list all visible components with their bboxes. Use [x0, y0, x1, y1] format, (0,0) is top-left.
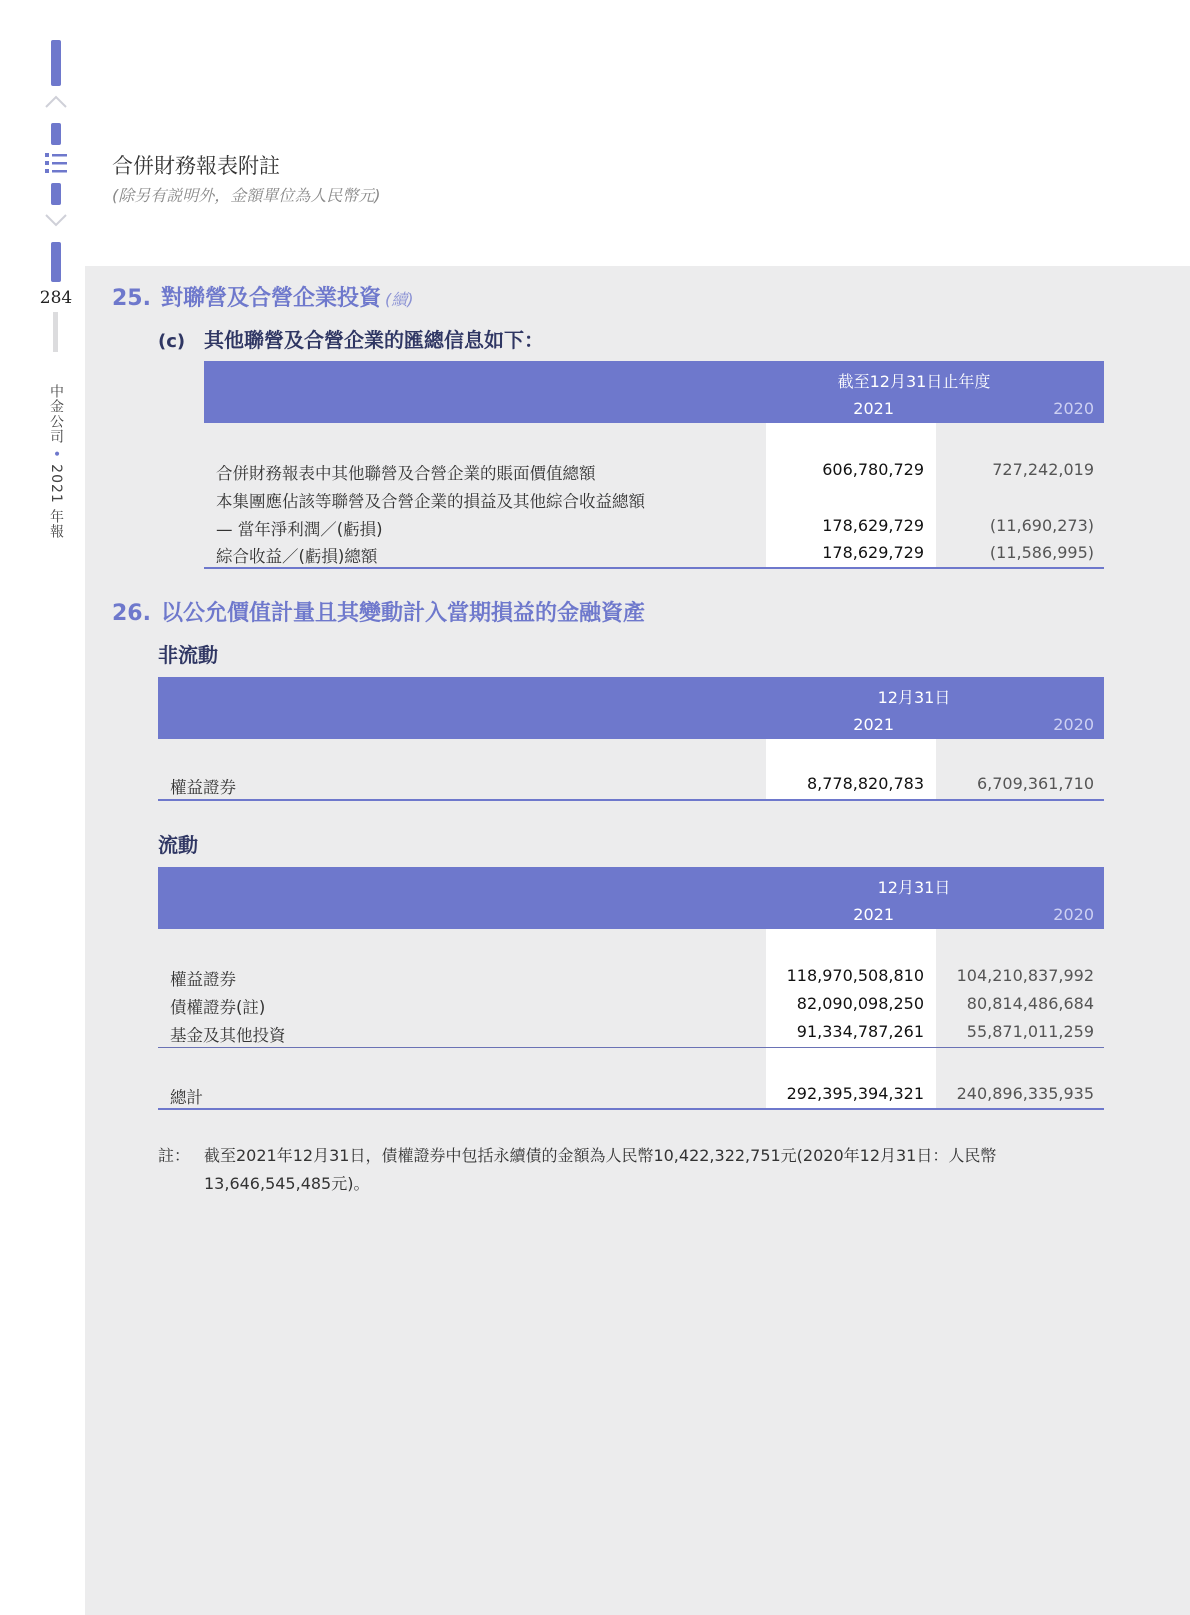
continued-label: (續) [385, 290, 414, 309]
subsection-letter: (c) [158, 331, 186, 352]
current-heading: 流動 [158, 833, 198, 857]
value-2020: (11,690,273) [989, 516, 1094, 535]
table-bottom-rule [158, 1108, 1104, 1110]
row-label: 綜合收益／(虧損)總額 [216, 547, 378, 566]
section-26-heading [112, 596, 645, 627]
table-header [158, 677, 1104, 739]
current-table [158, 867, 1104, 1112]
section-number: 25. [112, 286, 151, 311]
footnote-text: 截至2021年12月31日，債權證券中包括永續債的金額為人民幣10,422,322,751元(2020年12月31日：人民幣13,646,545,485元)。 [204, 1146, 997, 1193]
year-2021-header: 2021 [853, 399, 894, 418]
period-header: 12月31日 [877, 688, 951, 707]
highlight-column [766, 929, 936, 1109]
rail-bar-3 [51, 183, 61, 205]
total-2021: 292,395,394,321 [786, 1084, 924, 1103]
noncurrent-table [158, 677, 1104, 802]
rail-top-bar [51, 40, 61, 86]
year-2020-header: 2020 [1053, 715, 1094, 734]
footnote-label: 註： [158, 1146, 191, 1165]
value-2020: 727,242,019 [992, 460, 1094, 479]
total-label: 總計 [170, 1088, 203, 1107]
year-2021-header: 2021 [853, 715, 894, 734]
year-2020-header: 2020 [1053, 399, 1094, 418]
table-bottom-rule [158, 799, 1104, 801]
row-label: 基金及其他投資 [170, 1026, 286, 1045]
chevron-down-icon[interactable] [44, 212, 68, 230]
noncurrent-heading: 非流動 [158, 643, 218, 667]
section-number: 26. [112, 601, 151, 626]
total-2020: 240,896,335,935 [956, 1084, 1094, 1103]
period-header: 截至12月31日止年度 [837, 372, 991, 391]
table-bottom-rule [204, 567, 1104, 569]
year-2021-header: 2021 [853, 905, 894, 924]
value-2021: 118,970,508,810 [786, 966, 924, 985]
table-header [204, 361, 1104, 423]
value-2021: 606,780,729 [822, 460, 924, 479]
value-2020: 55,871,011,259 [966, 1022, 1094, 1041]
chevron-up-icon[interactable] [44, 92, 68, 110]
rail-bar-2 [51, 123, 61, 145]
menu-list-icon[interactable] [44, 151, 68, 175]
side-company: 中金公司 [48, 384, 64, 444]
row-label: 債權證券(註) [170, 998, 266, 1017]
table-header [158, 867, 1104, 929]
value-2021: 8,778,820,783 [806, 774, 924, 793]
row-label: 權益證券 [170, 970, 236, 989]
year-2020-header: 2020 [1053, 905, 1094, 924]
rail-bar-4 [51, 242, 61, 282]
page-subtitle: (除另有説明外，金額單位為人民幣元) [112, 186, 381, 205]
row-label: 本集團應佔該等聯營及合營企業的損益及其他綜合收益總額 [216, 492, 645, 511]
row-label: 權益證券 [170, 778, 236, 797]
value-2021: 91,334,787,261 [796, 1022, 924, 1041]
associates-table [204, 361, 1104, 571]
footnote [158, 1142, 1108, 1198]
value-2020: (11,586,995) [989, 543, 1094, 562]
subtotal-rule [158, 1047, 1104, 1048]
section-title: 對聯營及合營企業投資 [160, 286, 381, 311]
subsection-c-heading [158, 324, 544, 353]
page-number: 284 [39, 288, 73, 308]
row-label: 合併財務報表中其他聯營及合營企業的賬面價值總額 [216, 464, 596, 483]
page-title: 合併財務報表附註 [112, 154, 280, 178]
section-25-heading [112, 281, 414, 312]
side-year: 2021 年報 [48, 464, 64, 540]
row-label: — 當年淨利潤／(虧損) [216, 520, 383, 539]
value-2020: 80,814,486,684 [966, 994, 1094, 1013]
subsection-title: 其他聯營及合營企業的匯總信息如下： [204, 328, 544, 352]
value-2021: 178,629,729 [822, 516, 924, 535]
value-2021: 82,090,098,250 [796, 994, 924, 1013]
side-report-label [46, 384, 66, 539]
period-header: 12月31日 [877, 878, 951, 897]
section-title: 以公允價值計量且其變動計入當期損益的金融資產 [160, 601, 645, 626]
rail-gray-bar [53, 312, 58, 352]
value-2020: 6,709,361,710 [976, 774, 1094, 793]
value-2020: 104,210,837,992 [956, 966, 1094, 985]
side-dot: • [48, 444, 64, 465]
value-2021: 178,629,729 [822, 543, 924, 562]
